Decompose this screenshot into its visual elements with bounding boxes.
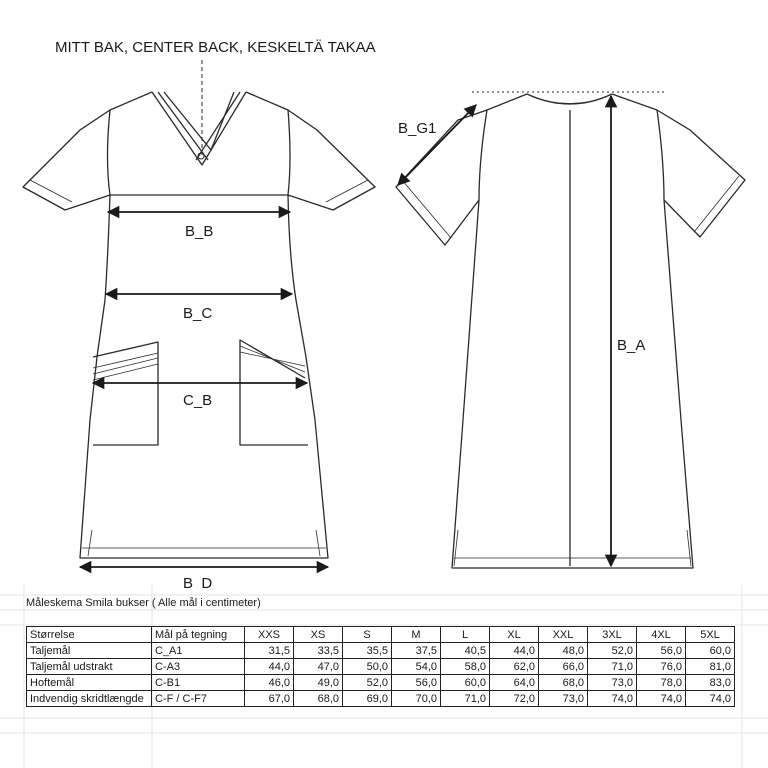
bg1-arrow bbox=[398, 105, 476, 185]
table-cell: 73,0 bbox=[539, 691, 588, 707]
header-cell: 3XL bbox=[588, 627, 637, 643]
table-cell: 49,0 bbox=[294, 675, 343, 691]
label-bb: B_B bbox=[185, 223, 214, 240]
table-cell: 56,0 bbox=[637, 643, 686, 659]
table-cell: 74,0 bbox=[686, 691, 735, 707]
label-bd: B_D bbox=[183, 575, 213, 590]
table-cell: 64,0 bbox=[490, 675, 539, 691]
table-cell: 60,0 bbox=[686, 643, 735, 659]
center-back-header: MITT BAK, CENTER BACK, KESKELTÄ TAKAA bbox=[55, 39, 376, 56]
table-cell: 31,5 bbox=[245, 643, 294, 659]
table-cell: 44,0 bbox=[245, 659, 294, 675]
table-cell: 47,0 bbox=[294, 659, 343, 675]
table-cell: 40,5 bbox=[441, 643, 490, 659]
header-cell: Størrelse bbox=[27, 627, 152, 643]
table-row bbox=[27, 643, 735, 659]
table-cell: 48,0 bbox=[539, 643, 588, 659]
label-bc: B_C bbox=[183, 305, 213, 322]
header-cell: XXL bbox=[539, 627, 588, 643]
table-cell: 58,0 bbox=[441, 659, 490, 675]
table-cell: 33,5 bbox=[294, 643, 343, 659]
table-cell: 74,0 bbox=[588, 691, 637, 707]
table-cell: 78,0 bbox=[637, 675, 686, 691]
header-cell: 5XL bbox=[686, 627, 735, 643]
table-cell: 52,0 bbox=[588, 643, 637, 659]
table-row bbox=[27, 659, 735, 675]
table-cell: 50,0 bbox=[343, 659, 392, 675]
row-label: Hoftemål bbox=[27, 675, 152, 691]
row-label: Taljemål bbox=[27, 643, 152, 659]
header-cell: Mål på tegning bbox=[152, 627, 245, 643]
table-cell: 74,0 bbox=[637, 691, 686, 707]
table-cell: 73,0 bbox=[588, 675, 637, 691]
label-bg1: B_G1 bbox=[398, 120, 437, 137]
header-cell: XL bbox=[490, 627, 539, 643]
back-view bbox=[396, 94, 745, 568]
header-cell: S bbox=[343, 627, 392, 643]
table-cell: 70,0 bbox=[392, 691, 441, 707]
table-cell: 83,0 bbox=[686, 675, 735, 691]
table-cell: 37,5 bbox=[392, 643, 441, 659]
size-table bbox=[26, 626, 735, 707]
header-cell: M bbox=[392, 627, 441, 643]
table-cell: 62,0 bbox=[490, 659, 539, 675]
drawing-ref: C-A3 bbox=[152, 659, 245, 675]
drawing-ref: C-F / C-F7 bbox=[152, 691, 245, 707]
header-cell: XXS bbox=[245, 627, 294, 643]
table-cell: 56,0 bbox=[392, 675, 441, 691]
table-cell: 54,0 bbox=[392, 659, 441, 675]
table-row bbox=[27, 691, 735, 707]
table-cell: 35,5 bbox=[343, 643, 392, 659]
label-cb: C_B bbox=[183, 392, 213, 409]
drawing-ref: C-B1 bbox=[152, 675, 245, 691]
row-label: Indvendig skridtlængde bbox=[27, 691, 152, 707]
table-cell: 72,0 bbox=[490, 691, 539, 707]
row-label: Taljemål udstrakt bbox=[27, 659, 152, 675]
table-cell: 76,0 bbox=[637, 659, 686, 675]
table-row bbox=[27, 675, 735, 691]
table-cell: 71,0 bbox=[588, 659, 637, 675]
front-view bbox=[23, 92, 375, 558]
table-cell: 44,0 bbox=[490, 643, 539, 659]
table-cell: 71,0 bbox=[441, 691, 490, 707]
header-cell: XS bbox=[294, 627, 343, 643]
table-cell: 68,0 bbox=[539, 675, 588, 691]
table-cell: 46,0 bbox=[245, 675, 294, 691]
table-cell: 68,0 bbox=[294, 691, 343, 707]
table-cell: 81,0 bbox=[686, 659, 735, 675]
table-cell: 52,0 bbox=[343, 675, 392, 691]
header-cell: L bbox=[441, 627, 490, 643]
header-cell: 4XL bbox=[637, 627, 686, 643]
table-cell: 69,0 bbox=[343, 691, 392, 707]
table-cell: 66,0 bbox=[539, 659, 588, 675]
table-caption: Måleskema Smila bukser ( Alle mål i centimeter) bbox=[26, 597, 261, 609]
drawing-ref: C_A1 bbox=[152, 643, 245, 659]
table-cell: 60,0 bbox=[441, 675, 490, 691]
label-ba: B_A bbox=[617, 337, 646, 354]
table-header-row bbox=[27, 627, 735, 643]
table-cell: 67,0 bbox=[245, 691, 294, 707]
